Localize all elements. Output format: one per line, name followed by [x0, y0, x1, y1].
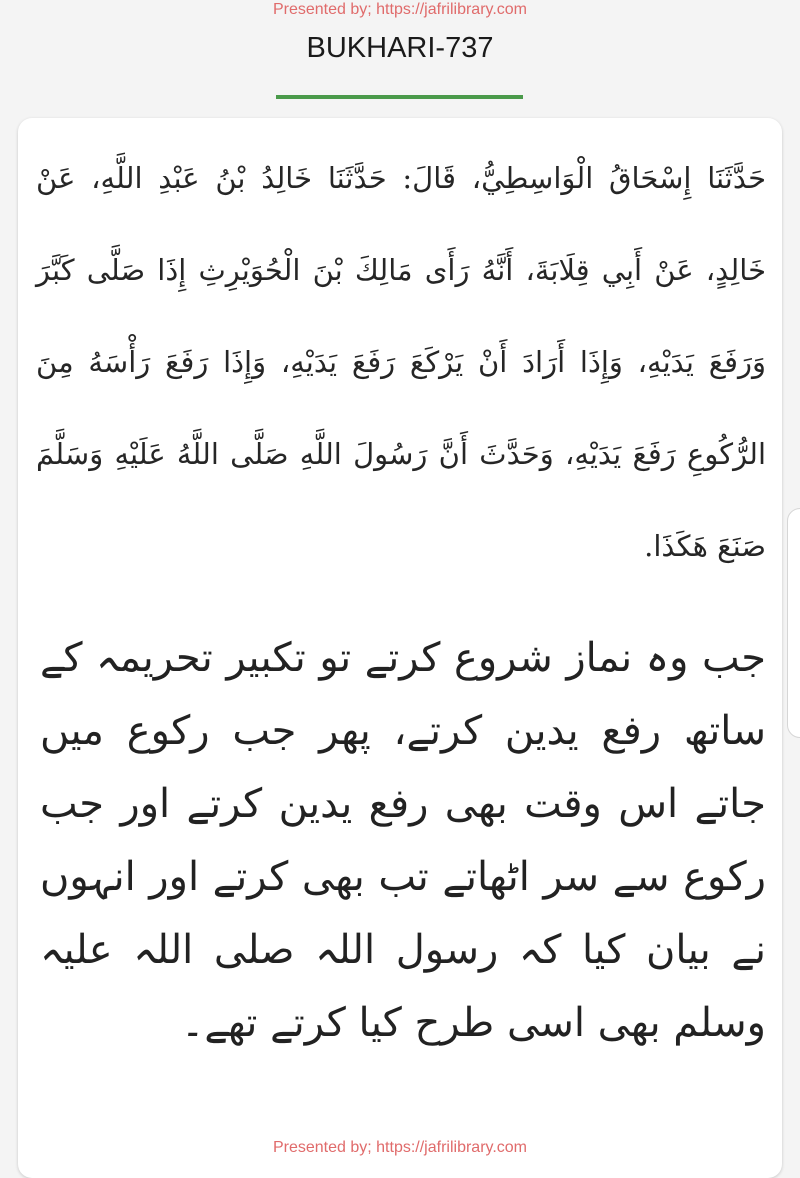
- arabic-hadith-text: حَدَّثَنَا إِسْحَاقُ الْوَاسِطِيُّ، قَالَ: حَدَّثَنَا خَالِدُ بْنُ عَبْدِ اللَّهِ، عَنْ خَالِدٍ، عَنْ أَبِي قِلَابَةَ، أَنَّهُ رَأَى مَالِكَ بْنَ الْحُوَيْرِثِ إِذَا صَلَّى كَبَّرَ وَرَفَعَ يَدَيْهِ، وَإِذَا أَرَادَ أَنْ يَرْكَعَ رَفَعَ يَدَيْهِ، وَإِذَا رَفَعَ رَأْسَهُ مِنَ الرُّكُوعِ رَفَعَ يَدَيْهِ، وَحَدَّثَ أَنَّ رَسُولَ اللَّهِ صَلَّى اللَّهُ عَلَيْهِ وَسَلَّمَ صَنَعَ هَكَذَا.: [36, 161, 766, 563]
- urdu-translation-text: جب وہ نماز شروع کرتے تو تکبیر تحریمہ کے ساتھ رفع یدین کرتے، پھر جب رکوع میں جاتے اس وقت بھی رفع یدین کرتے اور جب رکوع سے سر اٹھاتے تب بھی کرتے اور انہوں نے بیان کیا کہ رسول اللہ صلی اللہ علیہ وسلم بھی اسی طرح کیا کرتے تھے۔: [40, 635, 767, 1046]
- presented-by-header: Presented by; https://jafrilibrary.com: [272, 1, 528, 18]
- page-title: BUKHARI-737: [306, 32, 494, 64]
- title-underline: [276, 95, 523, 99]
- scroll-handle[interactable]: [787, 508, 800, 738]
- presented-by-footer: Presented by; https://jafrilibrary.com: [272, 1139, 528, 1156]
